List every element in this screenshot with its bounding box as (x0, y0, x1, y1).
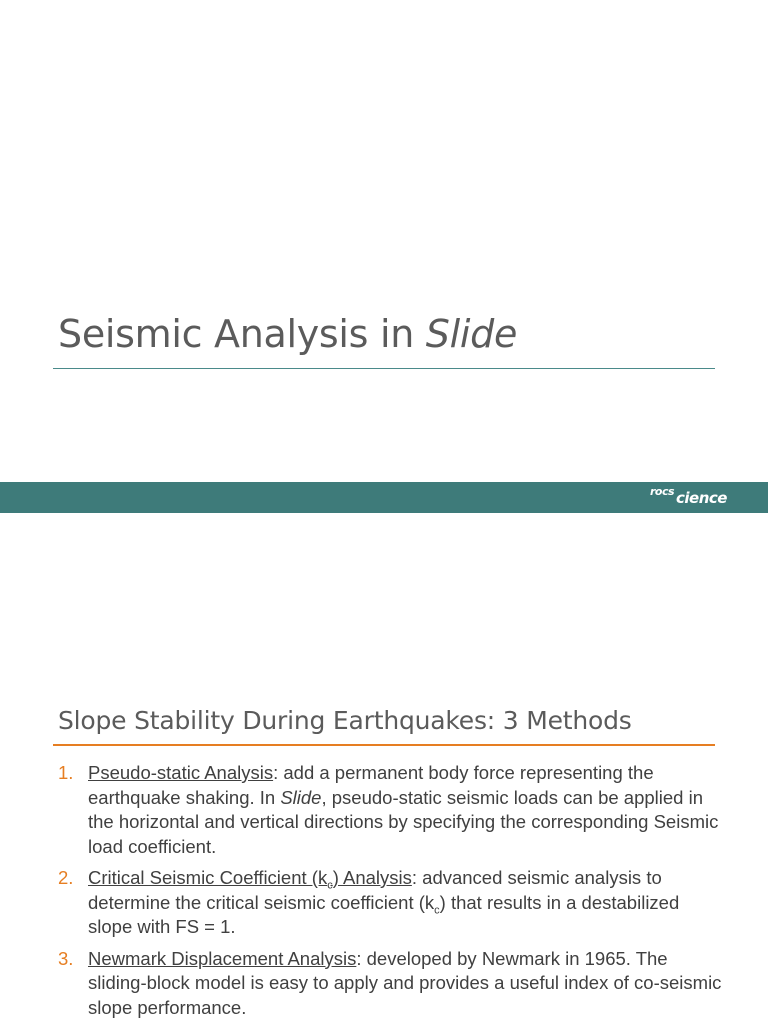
method-number: 3. (58, 947, 74, 969)
method-text: : add a permanent body force representing the earthquake shaking. In (88, 762, 654, 808)
method-text: : advanced seismic analysis to determine the critical seismic coefficient (k (88, 867, 662, 913)
rocscience-logo (650, 485, 742, 511)
method-text: ) that results in a destabilized slope with FS = 1. (88, 891, 680, 937)
method-item-2 (58, 866, 728, 940)
method-name-subscript: c (327, 879, 333, 892)
method-number: 1. (58, 762, 74, 783)
content-title-divider (53, 744, 715, 746)
logo-main-text: cience (676, 489, 727, 507)
method-name: Pseudo-static Analysis (88, 762, 274, 783)
methods-list (58, 761, 728, 1027)
method-name-part: Critical Seismic Coefficient (k (88, 867, 328, 888)
title-slide (0, 0, 768, 513)
logo-top-text: rocs (650, 485, 675, 498)
slide-title-italic: Slide (425, 312, 518, 356)
method-name: Newmark Displacement Analysis (88, 947, 357, 969)
method-text: , pseudo-static seismic loads can be applied in the horizontal and vertical directions by specifying the corresponding Seismic load coefficient. (88, 786, 719, 857)
method-name-part: ) Analysis (332, 867, 412, 888)
method-text-italic: Slide (280, 786, 322, 808)
method-text-subscript: c (434, 904, 440, 917)
title-divider (53, 368, 715, 369)
content-title: Slope Stability During Earthquakes: 3 Methods (58, 706, 632, 735)
footer-band (0, 482, 768, 513)
method-item-3 (58, 947, 728, 1021)
slide-title (58, 312, 517, 356)
method-number: 2. (58, 867, 74, 888)
method-item-1 (58, 761, 728, 859)
method-text: : developed by Newmark in 1965. The sliding-block model is easy to apply and provides a useful index of co-seismic slope performance. (88, 947, 722, 1018)
content-slide (0, 513, 768, 1024)
method-name (88, 867, 412, 892)
slide-title-text: Seismic Analysis in (58, 312, 426, 356)
